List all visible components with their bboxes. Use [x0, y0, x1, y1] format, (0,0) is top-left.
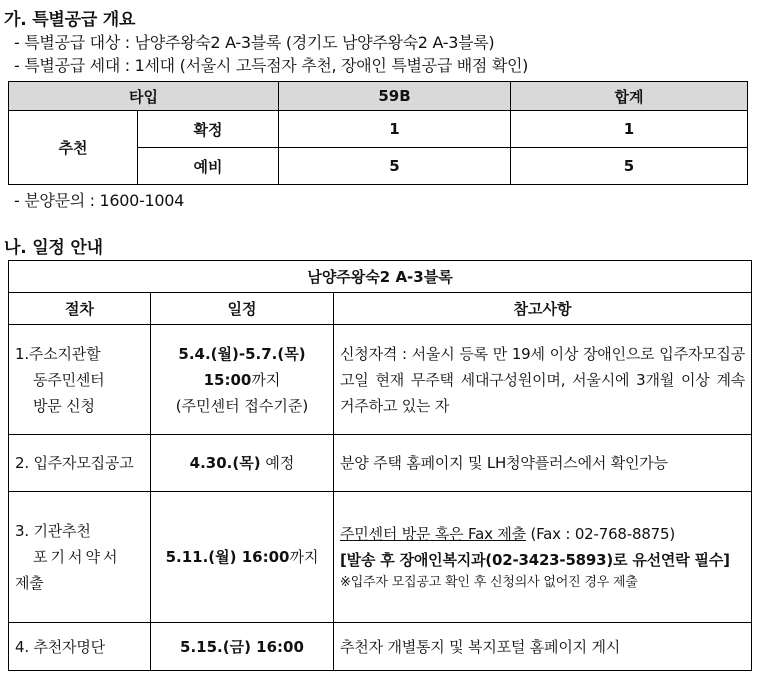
procedure-line: 3. 기관추천 [15, 522, 91, 540]
supply-households-line: - 특별공급 세대 : 1세대 (서울시 고득점자 추천, 장애인 특별공급 배점 확인) [14, 56, 529, 75]
header-59b: 59B [279, 82, 511, 111]
table-row [9, 492, 752, 623]
inquiry-line: - 분양문의 : 1600-1004 [14, 191, 185, 210]
procedure-line: 포기서약서 [33, 548, 121, 566]
procedure-cell [9, 492, 151, 623]
procedure-cell: 4. 추천자명단 [9, 623, 151, 671]
table-row [9, 325, 752, 435]
row-label-confirmed: 확정 [138, 111, 279, 148]
cell-confirmed-total: 1 [511, 111, 748, 148]
schedule-cell: 5.11.(월) 16:00까지 [151, 492, 334, 623]
header-type: 타입 [9, 82, 279, 111]
note-remark: ※입주자 모집공고 확인 후 신청의사 없어진 경우 제출 [340, 575, 638, 590]
note-cell: 분양 주택 홈페이지 및 LH청약플러스에서 확인가능 [334, 435, 752, 492]
header-procedure: 절차 [9, 293, 151, 325]
procedure-cell: 2. 입주자모집공고 [9, 435, 151, 492]
schedule-cell [151, 325, 334, 435]
procedure-line: 제출 [15, 574, 44, 592]
schedule-time: 15:00까지 [203, 370, 281, 389]
note-cell [334, 492, 752, 623]
schedule-table-title: 남양주왕숙2 A-3블록 [9, 261, 752, 293]
schedule-cell: 5.15.(금) 16:00 [151, 623, 334, 671]
procedure-line: 방문 신청 [33, 396, 95, 415]
schedule-date: 5.4.(월)-5.7.(목) [178, 344, 306, 363]
table-row [9, 435, 752, 492]
procedure-line: 동주민센터 [33, 370, 105, 389]
section2-heading: 나. 일정 안내 [4, 238, 103, 258]
supply-target-line: - 특별공급 대상 : 남양주왕숙2 A-3블록 (경기도 남양주왕숙2 A-3블록) [14, 33, 495, 52]
supply-table [8, 81, 748, 185]
row-group-recommend: 추천 [9, 111, 138, 185]
header-total: 합계 [511, 82, 748, 111]
row-label-reserve: 예비 [138, 148, 279, 185]
schedule-table [8, 260, 752, 671]
section1-heading: 가. 특별공급 개요 [4, 10, 136, 30]
note-cell: 추천자 개별통지 및 복지포털 홈페이지 게시 [334, 623, 752, 671]
procedure-cell [9, 325, 151, 435]
table-row [9, 623, 752, 671]
header-notes: 참고사항 [334, 293, 752, 325]
note-submission: 주민센터 방문 혹은 Fax 제출 (Fax : 02-768-8875) [340, 525, 676, 543]
cell-confirmed-59b: 1 [279, 111, 511, 148]
schedule-cell: 4.30.(목) 예정 [151, 435, 334, 492]
note-contact-required: [발송 후 장애인복지과(02-3423-5893)로 유선연락 필수] [340, 551, 730, 569]
procedure-line: 1.주소지관할 [15, 344, 101, 363]
note-cell: 신청자격 : 서울시 등록 만 19세 이상 장애인으로 입주자모집공고일 현재 무주택 세대구성원이며, 서울시에 3개월 이상 계속 거주하고 있는 자 [334, 325, 752, 435]
cell-reserve-59b: 5 [279, 148, 511, 185]
schedule-basis: (주민센터 접수기준) [175, 396, 309, 415]
cell-reserve-total: 5 [511, 148, 748, 185]
header-schedule: 일정 [151, 293, 334, 325]
